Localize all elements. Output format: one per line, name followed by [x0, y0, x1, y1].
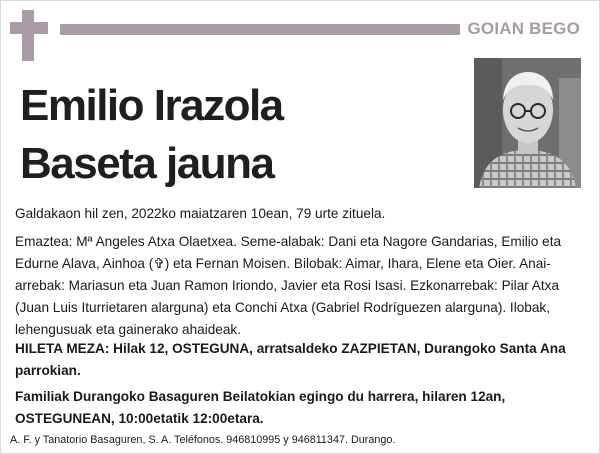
family-text-after-cross: ) eta Fernan Moisen. Bilobak: Aimar, Ihara, Elene eta Oier. Anai-arrebak: Mariasun eta Juan Ramon Iriondo, Javier eta Rosi Isasi. Ezkonarrebak: Pilar Atxa (Juan Luis Iturrietaren alarguna) eta Conchi Atxa (Gabriel Rodríguezen alarguna). Ilobak, lehengusuak eta gainerako ahaideak.: [15, 256, 560, 337]
family-list-text: [15, 231, 590, 341]
family-text-before-cross: Emaztea: Mª Angeles Atxa Olaetxea. Seme-alabak: Dani eta Nagore Gandarias, Emilio eta Edurne Alava, Ainhoa (: [15, 234, 562, 271]
funeral-home-footer: A. F. y Tanatorio Basaguren, S. A. Teléfonos. 946810995 y 946811347. Durango.: [10, 434, 396, 446]
funeral-mass-text: HILETA MEZA: Hilak 12, OSTEGUNA, arratsaldeko ZAZPIETAN, Durangoko Santa Ana parrokian.: [15, 341, 566, 378]
portrait-photo: [474, 58, 581, 188]
deceased-name-line2: Baseta jauna: [20, 139, 274, 188]
location-label: GOIAN BEGO: [467, 19, 580, 38]
farewell-text: Familiak Durangoko Basaguren Beilatokian egingo du harrera, hilaren 12an, OSTEGUNEAN, 10:00etatik 12:00etara.: [15, 389, 506, 426]
header-divider-bar: [60, 24, 460, 35]
death-notice-text: Galdakaon hil zen, 2022ko maiatzaren 10ean, 79 urte zituela.: [15, 206, 386, 221]
deceased-cross-icon: ✞: [153, 256, 165, 271]
deceased-name-line1: Emilio Irazola: [20, 81, 283, 130]
